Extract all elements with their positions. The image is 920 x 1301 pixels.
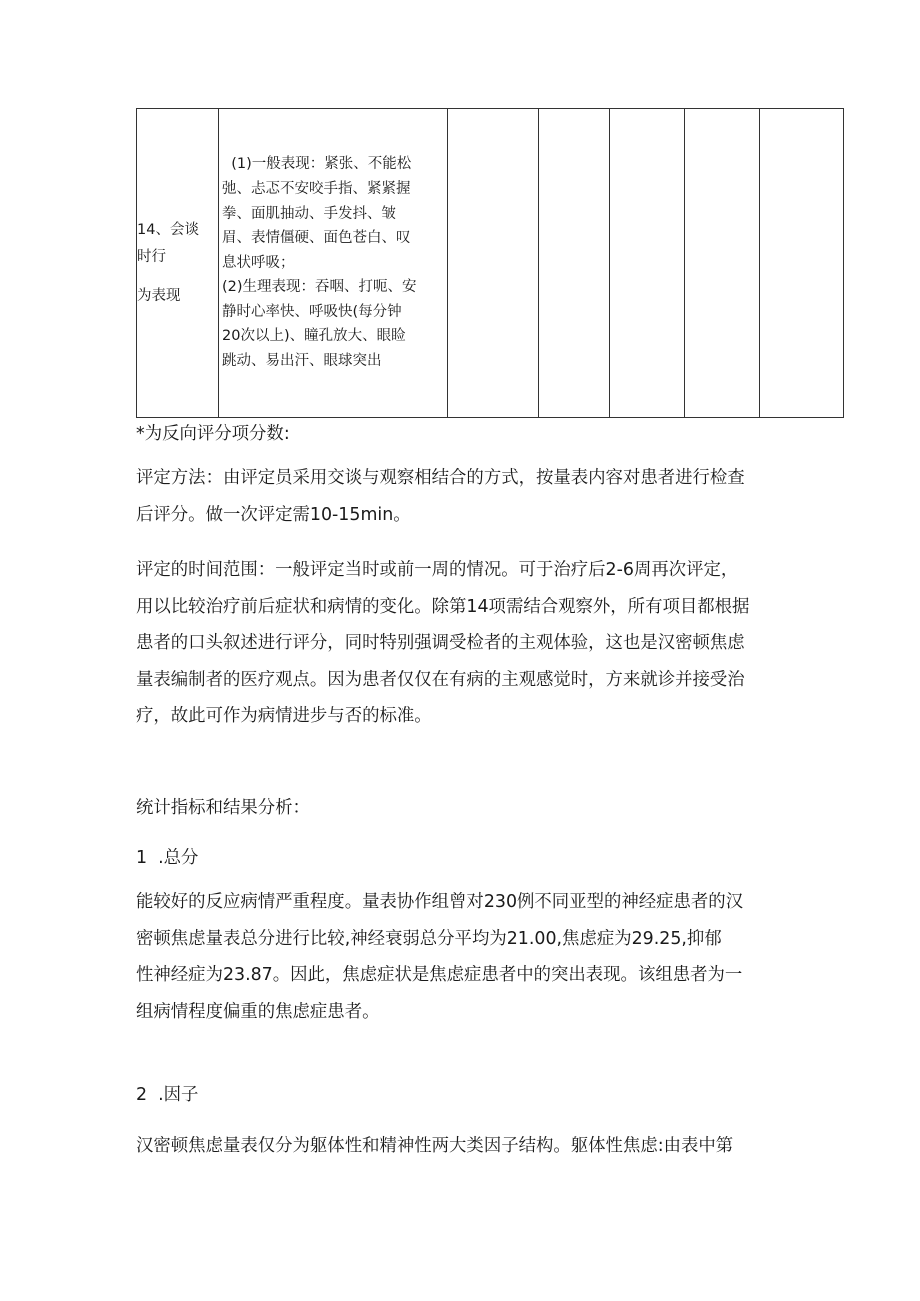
score-cell xyxy=(610,109,685,418)
description-line: 拳、面肌抽动、手发抖、皱 xyxy=(222,205,396,222)
paragraph-line: 汉密顿焦虑量表仅分为躯体性和精神性两大类因子结构。躯体性焦虑:由表中第 xyxy=(136,1136,734,1156)
table-row xyxy=(137,109,844,418)
paragraph-line: 评定的时间范围：一般评定当时或前一周的情况。可于治疗后2-6周再次评定， xyxy=(136,560,739,580)
time-range-paragraph xyxy=(136,552,856,735)
reverse-scoring-note: *为反向评分项分数: xyxy=(136,424,290,444)
description-line: (2)生理表现：吞咽、打呃、安 xyxy=(222,279,417,296)
paragraph-line: 密顿焦虑量表总分进行比较,神经衰弱总分平均为21.00,焦虑症为29.25,抑郁 xyxy=(136,928,722,949)
score-cell xyxy=(448,109,539,418)
item-description-cell xyxy=(219,109,448,418)
item-label-line: 14、会谈 xyxy=(137,221,199,238)
stats-heading: 统计指标和结果分析： xyxy=(136,798,310,818)
paragraph-line: 能较好的反应病情严重程度。量表协作组曾对230例不同亚型的神经症患者的汉 xyxy=(136,892,744,912)
paragraph-line: 疗，故此可作为病情进步与否的标准。 xyxy=(136,706,432,727)
score-cell xyxy=(760,109,844,418)
paragraph-line: 组病情程度偏重的焦虑症患者。 xyxy=(136,1001,380,1022)
description-line: 弛、忐忑不安咬手指、紧紧握 xyxy=(222,180,411,197)
paragraph-line: 量表编制者的医疗观点。因为患者仅仅在有病的主观感觉时，方来就诊并接受治 xyxy=(136,669,745,690)
paragraph-line: 评定方法：由评定员采用交谈与观察相结合的方式，按量表内容对患者进行检查 xyxy=(136,468,745,488)
score-table xyxy=(136,108,844,418)
description-line: 静时心率快、呼吸快(每分钟 xyxy=(222,303,402,320)
item-label-line: 为表现 xyxy=(137,287,181,304)
description-line: 息状呼吸； xyxy=(222,254,295,271)
item-label-cell xyxy=(137,109,219,418)
section-2-heading: 2 .因子 xyxy=(136,1085,199,1105)
score-cell xyxy=(685,109,760,418)
paragraph-line: 后评分。做一次评定需10-15min。 xyxy=(136,504,411,525)
paragraph-line: 性神经症为23.87。因此，焦虑症状是焦虑症患者中的突出表现。该组患者为一 xyxy=(136,965,743,986)
paragraph-line: 用以比较治疗前后症状和病情的变化。除第14项需结合观察外，所有项目都根据 xyxy=(136,596,750,617)
method-paragraph xyxy=(136,460,856,533)
paragraph-line: 患者的口头叙述进行评分，同时特别强调受检者的主观体验，这也是汉密顿焦虑 xyxy=(136,633,745,654)
section-1-heading: 1 .总分 xyxy=(136,848,199,868)
section-2-paragraph xyxy=(136,1128,856,1165)
score-cell xyxy=(539,109,610,418)
description-line: 20次以上)、瞳孔放大、眼睑 xyxy=(222,328,406,345)
description-line: 跳动、易出汗、眼球突出 xyxy=(222,353,382,370)
description-line: (1)一般表现：紧张、不能松 xyxy=(222,156,412,173)
section-1-paragraph xyxy=(136,884,856,1030)
description-line: 眉、表情僵硬、面色苍白、叹 xyxy=(222,230,411,247)
item-label-line: 时行 xyxy=(137,248,166,265)
